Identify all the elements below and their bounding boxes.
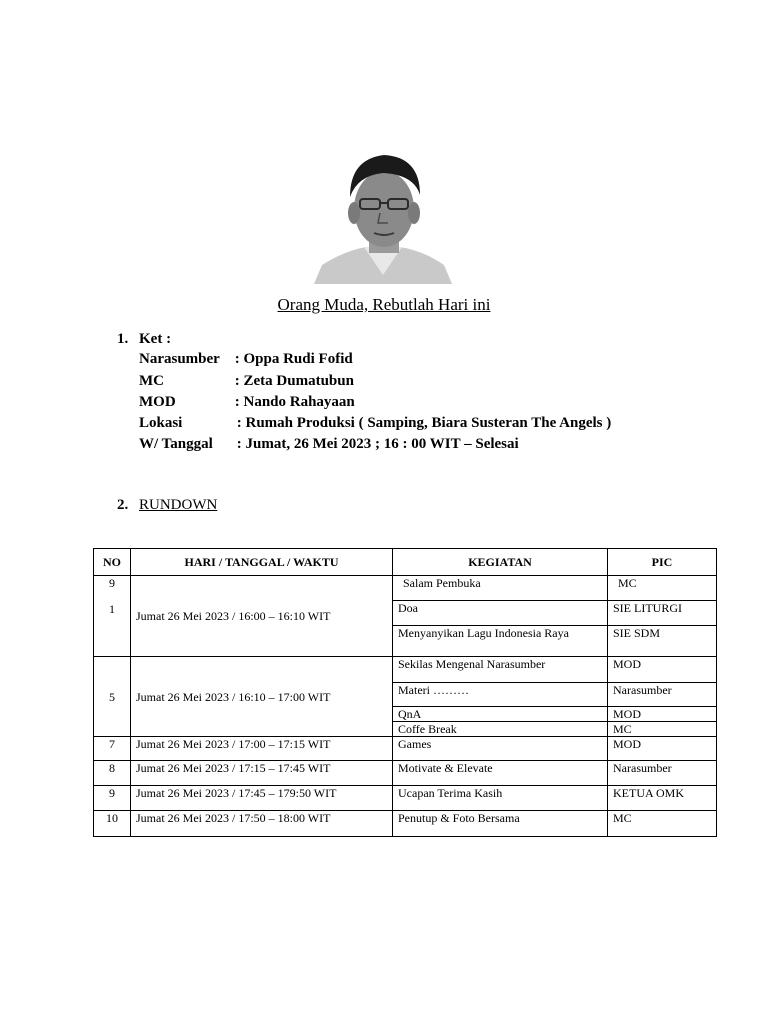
cell-pic: MC — [608, 576, 717, 601]
ket-heading: Ket : — [139, 331, 172, 347]
info-value: : Zeta Dumatubun — [234, 373, 354, 389]
info-label: W/ Tanggal — [139, 436, 213, 452]
section-number: 2. — [117, 497, 129, 513]
cell-kegiatan: Menyanyikan Lagu Indonesia Raya — [393, 626, 608, 657]
table-row — [94, 576, 717, 601]
cell-kegiatan: Penutup & Foto Bersama — [393, 811, 608, 837]
cell-pic: SIE LITURGI — [608, 601, 717, 626]
cell-kegiatan: Motivate & Elevate — [393, 761, 608, 786]
cell-pic: MC — [608, 811, 717, 837]
cell-no-value: 1 — [109, 602, 115, 616]
info-value: : Nando Rahayaan — [234, 394, 355, 410]
info-value: : Oppa Rudi Fofid — [234, 351, 353, 367]
cell-pic: Narasumber — [608, 761, 717, 786]
table-row — [94, 811, 717, 837]
cell-no: 5 — [94, 657, 131, 737]
cell-kegiatan: Doa — [393, 601, 608, 626]
table-header-row — [94, 549, 717, 576]
header-pic: PIC — [608, 549, 717, 576]
cell-kegiatan: Ucapan Terima Kasih — [393, 786, 608, 811]
cell-pic: MOD — [608, 657, 717, 683]
cell-no: 7 — [94, 737, 131, 761]
cell-kegiatan: Salam Pembuka — [393, 576, 608, 601]
info-row — [139, 351, 353, 368]
info-row — [139, 394, 355, 411]
cell-pic: Narasumber — [608, 683, 717, 707]
cell-kegiatan: Coffe Break — [393, 722, 608, 737]
cell-kegiatan: QnA — [393, 707, 608, 722]
cell-time: Jumat 26 Mei 2023 / 17:15 – 17:45 WIT — [131, 761, 393, 786]
cell-pic: SIE SDM — [608, 626, 717, 657]
cell-kegiatan: Sekilas Mengenal Narasumber — [393, 657, 608, 683]
info-value: : Jumat, 26 Mei 2023 ; 16 : 00 WIT – Selesai — [236, 436, 519, 452]
cell-pic: MC — [608, 722, 717, 737]
info-label: Lokasi — [139, 415, 183, 431]
info-row — [139, 415, 611, 432]
info-label: Narasumber — [139, 351, 220, 367]
cell-no: 10 — [94, 811, 131, 837]
cell-no-top: 9 — [109, 576, 115, 590]
rundown-heading: RUNDOWN — [139, 497, 218, 513]
cell-pic: MOD — [608, 737, 717, 761]
info-value: : Rumah Produksi ( Samping, Biara Susteran The Angels ) — [236, 415, 612, 431]
table-row — [94, 786, 717, 811]
info-label: MOD — [139, 394, 176, 410]
cell-time: Jumat 26 Mei 2023 / 16:00 – 16:10 WIT — [131, 576, 393, 657]
table-row — [94, 737, 717, 761]
cell-time: Jumat 26 Mei 2023 / 16:10 – 17:00 WIT — [131, 657, 393, 737]
section-number: 1. — [117, 331, 129, 347]
cell-time: Jumat 26 Mei 2023 / 17:50 – 18:00 WIT — [131, 811, 393, 837]
info-row — [139, 373, 354, 390]
speaker-photo — [314, 147, 452, 284]
cell-pic: MOD — [608, 707, 717, 722]
rundown-table — [93, 548, 717, 837]
cell-pic: KETUA OMK — [608, 786, 717, 811]
header-no: NO — [94, 549, 131, 576]
header-time: HARI / TANGGAL / WAKTU — [131, 549, 393, 576]
cell-kegiatan: Materi ……… — [393, 683, 608, 707]
cell-no — [94, 576, 131, 657]
cell-no: 8 — [94, 761, 131, 786]
cell-no: 9 — [94, 786, 131, 811]
header-kegiatan: KEGIATAN — [393, 549, 608, 576]
table-row — [94, 657, 717, 683]
info-row — [139, 436, 519, 453]
table-row — [94, 761, 717, 786]
cell-time: Jumat 26 Mei 2023 / 17:00 – 17:15 WIT — [131, 737, 393, 761]
cell-kegiatan: Games — [393, 737, 608, 761]
info-label: MC — [139, 373, 164, 389]
cell-time: Jumat 26 Mei 2023 / 17:45 – 179:50 WIT — [131, 786, 393, 811]
document-title: Orang Muda, Rebutlah Hari ini — [277, 295, 491, 314]
